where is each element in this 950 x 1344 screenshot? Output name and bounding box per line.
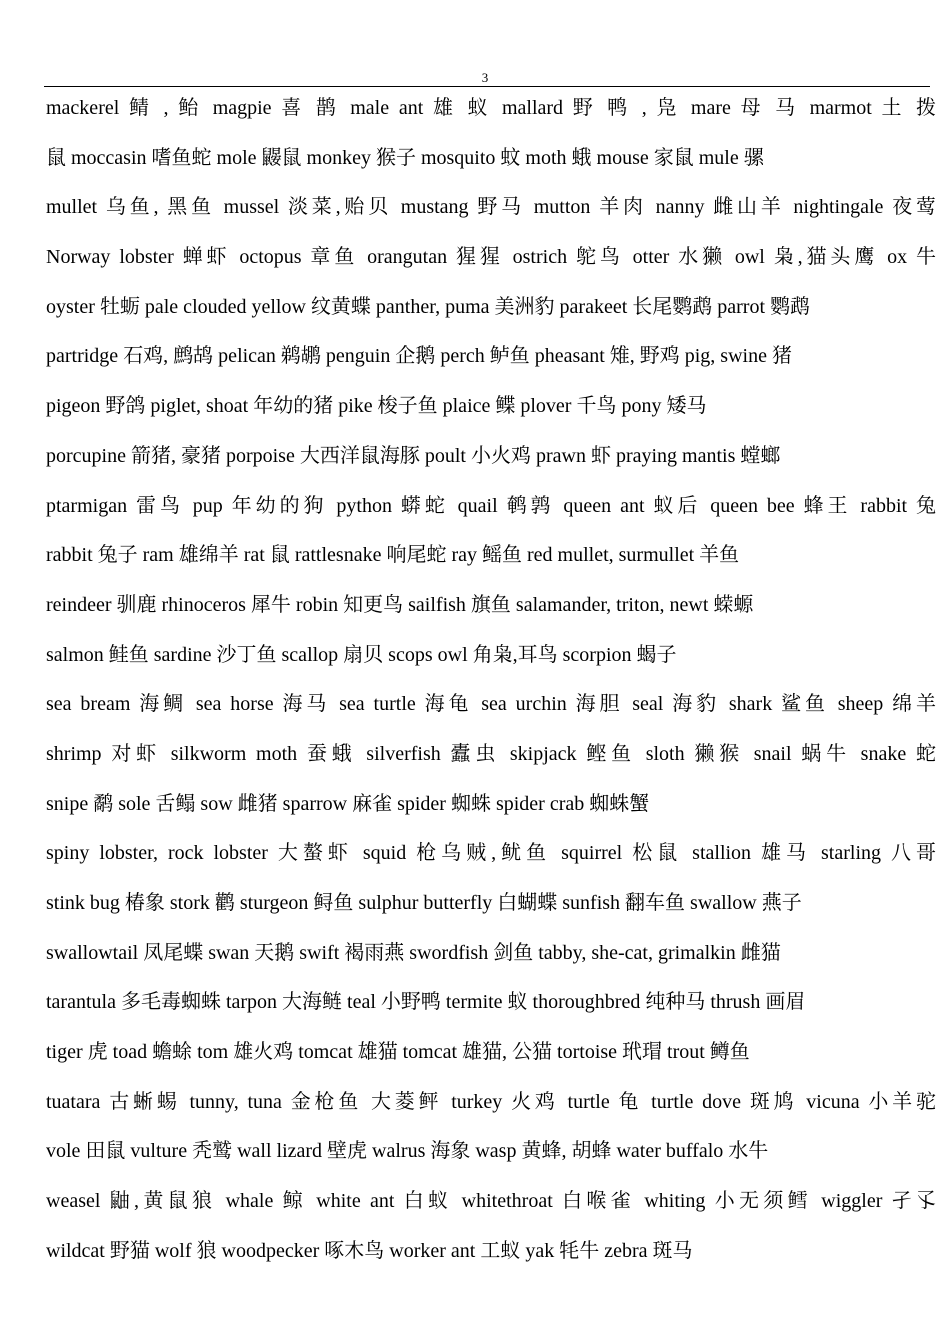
text-line-19: tarantula 多毛毒蜘蛛 tarpon 大海鲢 teal 小野鸭 termite 蚁 thoroughbred 纯种马 thrush 画眉 <box>46 991 806 1014</box>
text-line-8: porcupine 箭猪, 豪猪 porpoise 大西洋鼠海豚 poult 小火鸡 prawn 虾 praying mantis 螳螂 <box>46 444 781 467</box>
text-line-3: mullet 乌鱼, 黑鱼 mussel 淡菜,贻贝 mustang 野马 mutton 羊肉 nanny 雌山羊 nightingale 夜莺 <box>46 196 936 219</box>
text-line-11: reindeer 驯鹿 rhinoceros 犀牛 robin 知更鸟 sailfish 旗鱼 salamander, triton, newt 蝾螈 <box>46 593 754 616</box>
vocabulary-list <box>46 84 936 1277</box>
text-line-20: tiger 虎 toad 蟾蜍 tom 雄火鸡 tomcat 雄猫 tomcat 雄猫, 公猫 tortoise 玳瑁 trout 鳟鱼 <box>46 1041 750 1064</box>
text-line-23: weasel 鼬,黄鼠狼 whale 鲸 white ant 白蚁 whitethroat 白喉雀 whiting 小无须鳕 wiggler 孑孓 <box>46 1190 936 1213</box>
text-line-22: vole 田鼠 vulture 秃鹫 wall lizard 壁虎 walrus 海象 wasp 黄蜂, 胡蜂 water buffalo 水牛 <box>46 1140 769 1163</box>
text-line-4: Norway lobster 蝉虾 octopus 章鱼 orangutan 猩猩 ostrich 鸵鸟 otter 水獭 owl 枭,猫头鹰 ox 牛 <box>46 246 936 269</box>
text-line-9: ptarmigan 雷鸟 pup 年幼的狗 python 蟒蛇 quail 鹌鹑 queen ant 蚁后 queen bee 蜂王 rabbit 兔 <box>46 494 936 517</box>
text-line-15: snipe 鹬 sole 舌鳎 sow 雌猪 sparrow 麻雀 spider 蜘蛛 spider crab 蜘蛛蟹 <box>46 792 650 815</box>
text-line-2: 鼠 moccasin 嗜鱼蛇 mole 鼹鼠 monkey 猴子 mosquito 蚊 moth 蛾 mouse 家鼠 mule 骡 <box>46 146 764 169</box>
text-line-6: partridge 石鸡, 鹧鸪 pelican 鹈鹕 penguin 企鹅 perch 鲈鱼 pheasant 雉, 野鸡 pig, swine 猪 <box>46 345 792 368</box>
text-line-24: wildcat 野猫 wolf 狼 woodpecker 啄木鸟 worker ant 工蚁 yak 牦牛 zebra 斑马 <box>46 1239 693 1262</box>
text-line-12: salmon 鲑鱼 sardine 沙丁鱼 scallop 扇贝 scops owl 角枭,耳鸟 scorpion 蝎子 <box>46 643 677 666</box>
text-line-13: sea bream 海鲷 sea horse 海马 sea turtle 海龟 sea urchin 海胆 seal 海豹 shark 鲨鱼 sheep 绵羊 <box>46 693 936 716</box>
text-line-14: shrimp 对虾 silkworm moth 蚕蛾 silverfish 蠹虫 skipjack 鲣鱼 sloth 獭猴 snail 蜗牛 snake 蛇 <box>46 742 936 765</box>
text-line-10: rabbit 兔子 ram 雄绵羊 rat 鼠 rattlesnake 响尾蛇 ray 鳐鱼 red mullet, surmullet 羊鱼 <box>46 544 740 567</box>
text-line-21: tuatara 古蜥蜴 tunny, tuna 金枪鱼 大菱鲆 turkey 火鸡 turtle 龟 turtle dove 斑鸠 vicuna 小羊驼 <box>46 1090 936 1113</box>
text-line-18: swallowtail 凤尾蝶 swan 天鹅 swift 褐雨燕 swordfish 剑鱼 tabby, she-cat, grimalkin 雌猫 <box>46 941 781 964</box>
text-line-1: mackerel 鲭 , 鲐 magpie 喜 鹊 male ant 雄 蚁 mallard 野 鸭 , 凫 mare 母 马 marmot 土 拨 <box>46 97 936 119</box>
text-line-17: stink bug 椿象 stork 鹳 sturgeon 鲟鱼 sulphur butterfly 白蝴蝶 sunfish 翻车鱼 swallow 燕子 <box>46 892 802 914</box>
text-line-16: spiny lobster, rock lobster 大螯虾 squid 枪乌贼,鱿鱼 squirrel 松鼠 stallion 雄马 starling 八哥 <box>46 842 936 865</box>
text-line-7: pigeon 野鸽 piglet, shoat 年幼的猪 pike 梭子鱼 plaice 鲽 plover 千鸟 pony 矮马 <box>46 395 707 418</box>
page-number: 3 <box>481 70 489 85</box>
text-line-5: oyster 牡蛎 pale clouded yellow 纹黄蝶 panther, puma 美洲豹 parakeet 长尾鹦鹉 parrot 鹦鹉 <box>46 295 811 318</box>
